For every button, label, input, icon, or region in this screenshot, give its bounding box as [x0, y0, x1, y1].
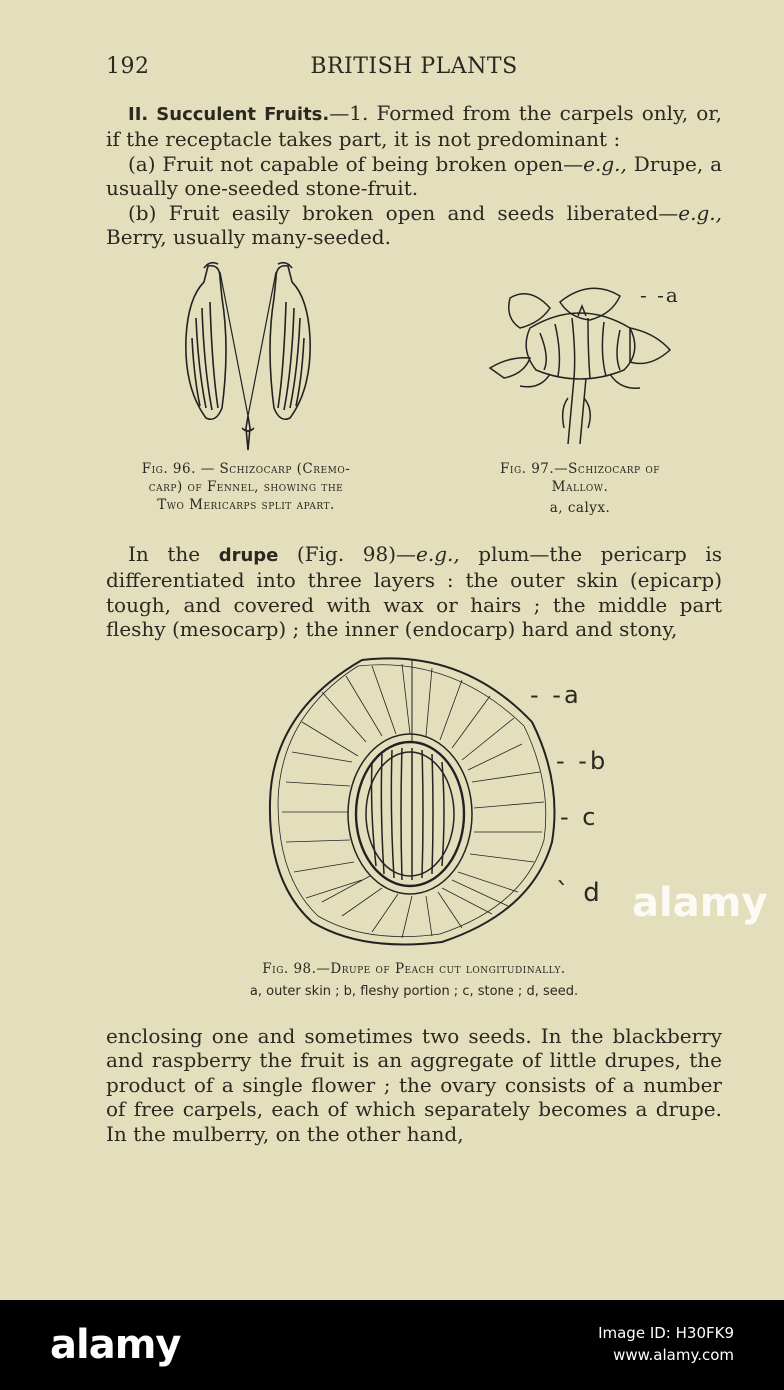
running-head: BRITISH PLANTS [310, 54, 518, 79]
fig98-label-c: - c [560, 803, 596, 831]
fennel-schizocarp-illustration [170, 258, 330, 454]
fig97-caption: Fig. 97.—Schizocarp of Mallow. a, calyx. [500, 461, 660, 516]
image-id: Image ID: H30FK9 [598, 1324, 734, 1342]
watermark: alamy [632, 880, 768, 926]
drupe-paragraph: In the drupe (Fig. 98)—e.g., plum—the pericarp is differentiated into three layers : the outer skin (epicarp) tough, and covered with wax or hairs ; the middle part fleshy (mesocarp) ; the inner (endocarp) hard and stony, [106, 542, 722, 642]
page-header [106, 54, 722, 84]
fig98-label-b: - -b [556, 747, 606, 775]
drupe-term: drupe [218, 545, 279, 566]
succulent-fruits-section [106, 101, 722, 249]
site-link[interactable]: www.alamy.com [613, 1346, 734, 1364]
closing-paragraph: enclosing one and sometimes two seeds. In the blackberry and raspberry the fruit is an aggregate of little drupes, the product of a single flower ; the ovary consists of a number of free carpels, each of which separately becomes a drupe. In the mulberry, on the other hand, [106, 1024, 722, 1146]
stock-footer-bar [0, 1300, 784, 1390]
section-heading: II. Succulent Fruits. [128, 104, 330, 125]
page-number: 192 [106, 54, 150, 79]
fig97-label-a: - -a [640, 283, 679, 307]
fig98-caption: Fig. 98.—Drupe of Peach cut longitudinally. a, outer skin ; b, fleshy portion ; c, stone ; d, seed. [249, 961, 579, 999]
image-id-block [598, 1322, 734, 1366]
fig98-label-a: - -a [530, 681, 580, 709]
fig98-label-d: ` d [556, 878, 601, 908]
brand-logo[interactable]: alamy [50, 1322, 181, 1368]
item-a: (a) Fruit not capable of being broken open—e.g., Drupe, a usually one-seeded stone-fruit. [106, 151, 723, 201]
section-intro: II. Succulent Fruits.—1. Formed from the carpels only, or, if the receptacle takes part, it is not predominant : [106, 101, 722, 152]
fig96-caption: Fig. 96. — Schizocarp (Cremo- carp) of Fennel, showing the Two Mericarps split apart. [141, 461, 351, 513]
peach-drupe-illustration [262, 652, 572, 952]
item-b: (b) Fruit easily broken open and seeds liberated—e.g., Berry, usually many-seeded. [106, 200, 722, 250]
